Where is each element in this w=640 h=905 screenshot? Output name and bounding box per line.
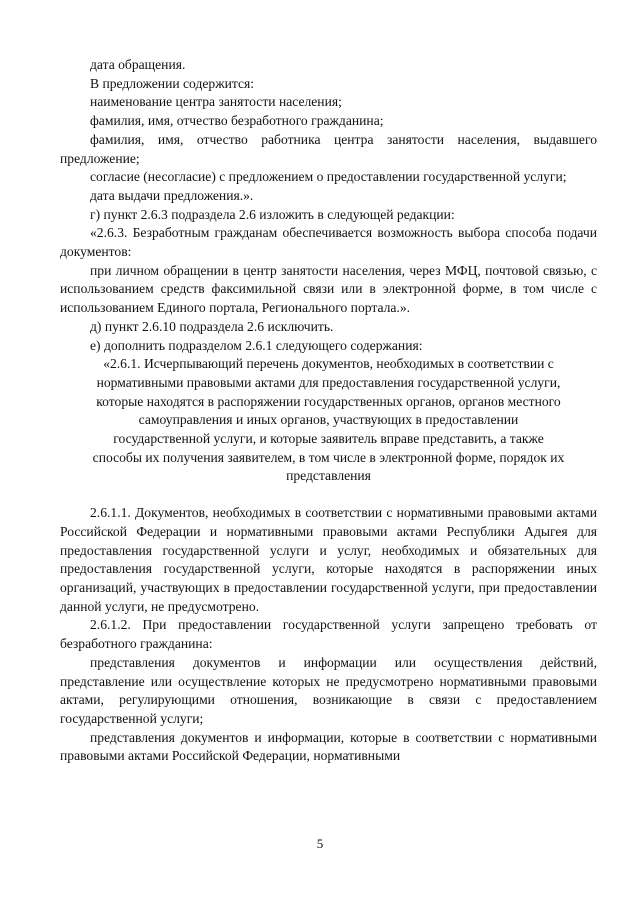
paragraph-10: при личном обращении в центр занятости населения, через МФЦ, почтовой связью, с использованием средств факсимильной связи или в электронной форме, в том числе с использованием Единого портала, Регионального портала.».	[60, 262, 597, 316]
paragraph-15: представления документов и информации или осуществления действий, представление или осуществление которых не предусмотрено нормативными правовыми актами, регулирующими отношения, возникающие в связи с предоставлением государственной услуги;	[60, 654, 597, 726]
heading-line-2: нормативными правовыми актами для предоставления государственной услуги,	[96, 374, 561, 390]
blank-line	[60, 486, 597, 504]
heading-line-4: самоуправления и иных органов, участвующих в предоставлении	[138, 412, 519, 428]
paragraph-3: наименование центра занятости населения;	[90, 94, 342, 110]
section-heading	[60, 355, 597, 486]
paragraph-13: 2.6.1.1. Документов, необходимых в соответствии с нормативными правовыми актами Российской Федерации и нормативными правовыми актами Республики Адыгея для предоставления государственной услуги и услуг, необходимых и обязательных для предоставления государственной услуги, которые находятся в распоряжении иных организаций, участвующих в предоставлении государственной услуги, при предоставлении данной услуги, не предусмотрено.	[60, 505, 597, 614]
heading-line-1: «2.6.1. Исчерпывающий перечень документов, необходимых в соответствии с	[103, 356, 554, 372]
page-number: 5	[316, 836, 324, 851]
heading-line-7: представления	[286, 468, 371, 484]
document-page	[60, 56, 597, 766]
paragraph-14: 2.6.1.2. При предоставлении государственной услуги запрещено требовать от безработного гражданина:	[60, 617, 597, 652]
paragraph-5: фамилия, имя, отчество работника центра занятости населения, выдавшего предложение;	[60, 131, 597, 166]
paragraph-16: представления документов и информации, которые в соответствии с нормативными правовыми актами Российской Федерации, нормативными	[60, 729, 597, 764]
paragraph-2: В предложении содержится:	[90, 75, 255, 91]
paragraph-4: фамилия, имя, отчество безработного гражданина;	[90, 113, 384, 129]
paragraph-12: е) дополнить подразделом 2.6.1 следующего содержания:	[90, 337, 423, 353]
paragraph-6: согласие (несогласие) с предложением о предоставлении государственной услуги;	[90, 169, 567, 185]
paragraph-9: «2.6.3. Безработным гражданам обеспечивается возможность выбора способа подачи документов:	[60, 225, 597, 260]
heading-line-3: которые находятся в распоряжении государственных органов, органов местного	[96, 393, 561, 409]
paragraph-11: д) пункт 2.6.10 подраздела 2.6 исключить.	[90, 318, 334, 334]
heading-line-5: государственной услуги, и которые заявитель вправе представить, а также	[113, 431, 544, 447]
paragraph-7: дата выдачи предложения.».	[90, 187, 254, 203]
paragraph-8: г) пункт 2.6.3 подраздела 2.6 изложить в следующей редакции:	[90, 206, 455, 222]
heading-line-6: способы их получения заявителем, в том числе в электронной форме, порядок их	[92, 449, 565, 465]
paragraph-1: дата обращения.	[90, 57, 186, 72]
